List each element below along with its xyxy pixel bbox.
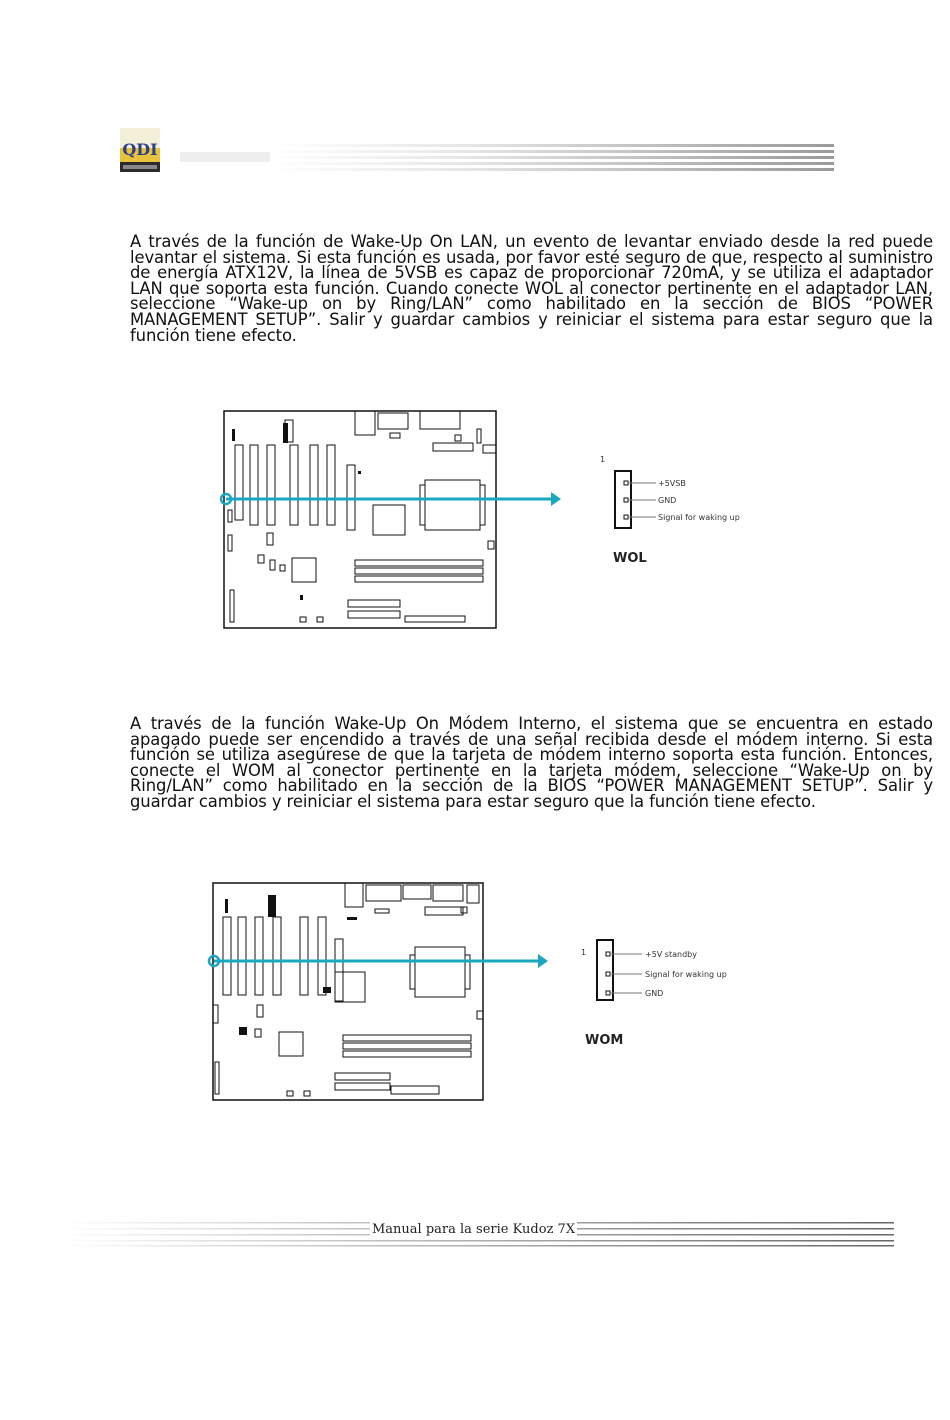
wom-label: WOM [585,1033,624,1048]
wom-pin1-label: +5V standby [645,950,697,959]
qdi-logo [120,128,160,172]
pin1-marker: 1 [600,455,606,464]
wol-label: WOL [613,551,647,566]
wol-pin2-label: GND [658,496,677,505]
logo-text: QDI [122,140,158,159]
wom-pin-diagram [581,940,727,1048]
footer-text: Manual para la serie Kudoz 7X [372,1222,576,1237]
wol-description: A través de la función de Wake-Up On LAN, un evento de levantar enviado desde la red puede levantar el sistema. Si esta función es usada, por favor esté seguro de que, respecto al suministro de energía ATX12V, la línea de 5VSB es capaz de proporcionar 720mA, y se utiliza el adaptador LAN que soporta esta función. Cuando conecte WOL al conector pertinente en el adaptador LAN, seleccione “Wake-up on by Ring/LAN” como habilitado en la sección de BIOS “POWER MANAGEMENT SETUP”. Salir y guardar cambios y reiniciar el sistema para estar seguro que la función tiene efecto. [130,232,933,345]
wom-pin3-label: GND [645,989,664,998]
wol-pin1-label: +5VSB [658,479,686,488]
board-pins [232,423,361,600]
motherboard-outline [224,411,496,628]
wol-diagram [215,405,785,635]
header-rule [160,140,834,176]
motherboard-outline [213,883,483,1100]
pin1-marker: 1 [581,948,587,957]
wom-description: A través de la función Wake-Up On Módem Interno, el sistema que se encuentra en estado apagado puede ser encendido a través de una señal recibida desde el módem interno. Si esta función se utiliza asegúrese de que la tarjeta de módem interno soporta esta función. Entonces, conecte el WOM al conector pertinente en la tarjeta módem, seleccione “Wake-Up on by Ring/LAN” como habilitado en la sección de la BIOS “POWER MANAGEMENT SETUP”. Salir y guardar cambios y reiniciar el sistema para estar seguro que la función tiene efecto. [130,714,933,811]
board-pins [225,895,357,1035]
wol-pin-diagram [600,455,740,566]
wom-diagram [205,877,775,1107]
connector-arrow [209,954,548,968]
connector-arrow [221,492,561,506]
wol-pin3-label: Signal for waking up [658,513,740,522]
wom-pin2-label: Signal for waking up [645,970,727,979]
